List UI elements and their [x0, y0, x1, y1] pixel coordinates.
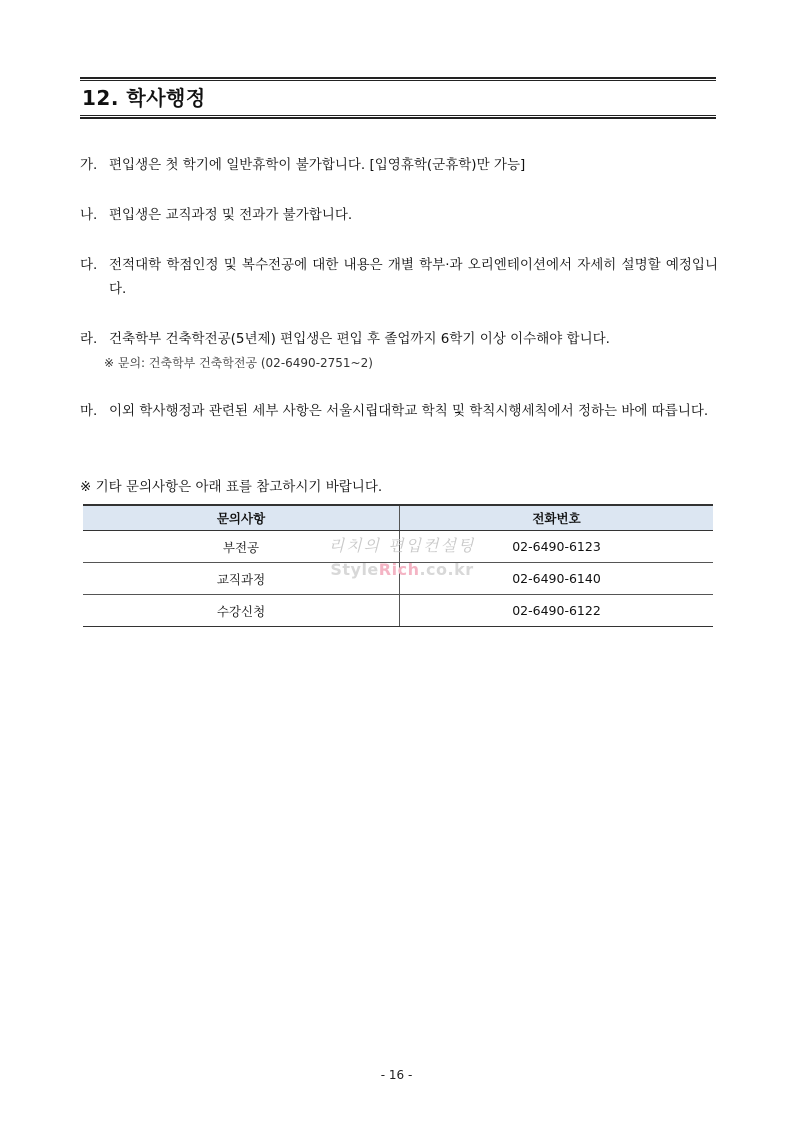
- list-item-na: [80, 203, 718, 227]
- section-title: 12. 학사행정: [82, 86, 206, 110]
- list-item-da: [80, 253, 718, 301]
- section-header: [80, 77, 716, 119]
- item-marker: 다.: [80, 257, 98, 273]
- list-item-ma: [80, 399, 718, 423]
- phone-cell: 02-6490-6140: [400, 563, 714, 595]
- table-header-row: [83, 505, 713, 531]
- watermark-url-part: Style: [330, 560, 379, 579]
- table-row: [83, 531, 713, 563]
- item-marker: 나.: [80, 207, 98, 223]
- item-text: 전적대학 학점인정 및 복수전공에 대한 내용은 개별 학부·과 오리엔테이션에서 자세히 설명할 예정입니다.: [109, 257, 718, 297]
- phone-cell: 02-6490-6122: [400, 595, 714, 627]
- column-header: 문의사항: [83, 505, 400, 531]
- phone-cell: 02-6490-6123: [400, 531, 714, 563]
- table-row: [83, 595, 713, 627]
- inquiry-cell: 수강신청: [83, 595, 400, 627]
- watermark-korean: 리치의 편입컨설팅: [328, 536, 476, 555]
- watermark-url-part: Rich: [378, 560, 420, 579]
- page-number: - 16 -: [380, 1068, 413, 1082]
- list-item-ra: [80, 327, 718, 351]
- watermark-url-part: .co.kr: [419, 560, 474, 579]
- item-text: 편입생은 교직과정 및 전과가 불가합니다.: [109, 207, 353, 223]
- contact-note: ※ 문의: 건축학부 건축학전공 (02-6490-2751~2): [104, 356, 373, 370]
- contact-table: [83, 504, 713, 627]
- column-header: 전화번호: [400, 505, 714, 531]
- item-marker: 라.: [80, 331, 98, 347]
- item-text: 이외 학사행정과 관련된 세부 사항은 서울시립대학교 학칙 및 학칙시행세칙에서 정하는 바에 따릅니다.: [109, 403, 709, 419]
- reference-note: ※ 기타 문의사항은 아래 표를 참고하시기 바랍니다.: [80, 479, 383, 495]
- item-marker: 마.: [80, 403, 98, 419]
- inquiry-cell: 부전공: [83, 531, 400, 563]
- item-text: 건축학부 건축학전공(5년제) 편입생은 편입 후 졸업까지 6학기 이상 이수해야 합니다.: [109, 331, 610, 347]
- header-bottom-rule: [80, 115, 716, 119]
- item-marker: 가.: [80, 157, 98, 173]
- table-row: [83, 563, 713, 595]
- list-item-ga: [80, 153, 718, 177]
- item-text: 편입생은 첫 학기에 일반휴학이 불가합니다. [입영휴학(군휴학)만 가능]: [109, 157, 526, 173]
- inquiry-cell: 교직과정: [83, 563, 400, 595]
